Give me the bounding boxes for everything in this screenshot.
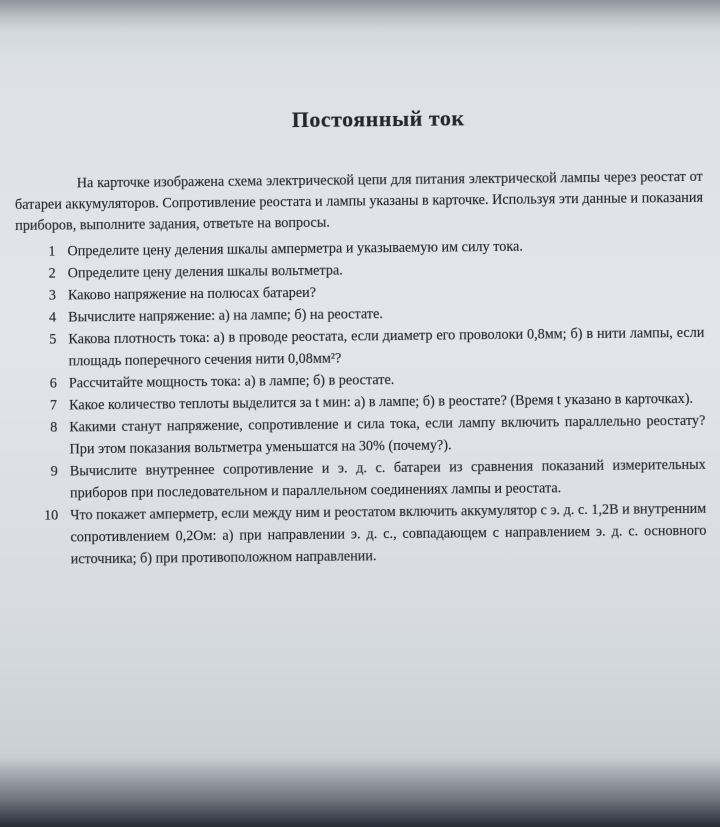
bottom-shadow — [0, 757, 720, 827]
item-text: Вычислите напряжение: а) на лампе; б) на реостате. — [68, 306, 383, 326]
item-number: 9 — [50, 463, 58, 480]
item-number: 10 — [43, 507, 59, 524]
item-number: 4 — [48, 309, 57, 326]
document-title: Постоянный ток — [291, 105, 465, 133]
top-shadow — [0, 0, 720, 30]
item-number: 7 — [49, 397, 58, 414]
list-item — [17, 410, 705, 461]
item-number: 6 — [49, 375, 57, 392]
item-text: Рассчитайте мощность тока: а) в лампе; б) в реостате. — [68, 372, 395, 392]
item-number: 2 — [48, 265, 56, 282]
item-text: Какова плотность тока: а) в проводе реостата, если диаметр его проволоки 0,8мм; б) в нити лампы, если площадь поперечного сечения нити 0,08мм²? — [68, 324, 705, 370]
item-text: Вычислите внутреннее сопротивление и э. д. с. батареи из сравнения показаний измерительных приборов при последовательном и параллельном соединениях лампы и реостата. — [69, 456, 706, 502]
item-number: 5 — [49, 331, 57, 348]
list-item — [16, 322, 704, 373]
item-number: 3 — [48, 287, 57, 304]
intro-paragraph: На карточке изображена схема электрической цепи для питания электрической лампы через реостат от батареи аккумуляторов. Сопротивление реостата и лампы указаны в карточке. Используя эти данные и показания приборов, выполните задания, ответьте на вопросы. — [14, 168, 704, 234]
list-item — [18, 454, 706, 505]
item-number: 8 — [50, 419, 58, 436]
document-sheet — [14, 103, 707, 571]
item-text: Определите цену деления шкалы амперметра и указываемую им силу тока. — [67, 238, 523, 260]
item-text: Определите цену деления шкалы вольтметра. — [67, 262, 343, 282]
item-text: Какими станут напряжение, сопротивление и сила тока, если лампу включить параллельно реостату? При этом показания вольтметра уменьшатся на 30% (почему?). — [69, 412, 706, 458]
question-list — [15, 234, 706, 571]
item-text: Что покажет амперметр, если между ним и реостатом включить аккумулятор с э. д. с. 1,2В и внутренним сопротивлением 0,2Ом: а) при направлении э. д. с., совпадающем с направлением э. д. с. основного источника; б) при противоположном направлении. — [70, 500, 707, 568]
item-text: Каково напряжение на полюсах батареи? — [67, 284, 317, 304]
list-item — [18, 498, 707, 571]
item-text: Какое количество теплоты выделится за t мин: а) в лампе; б) в реостате? (Время t указано в карточках). — [69, 390, 694, 414]
item-number: 1 — [48, 243, 56, 260]
